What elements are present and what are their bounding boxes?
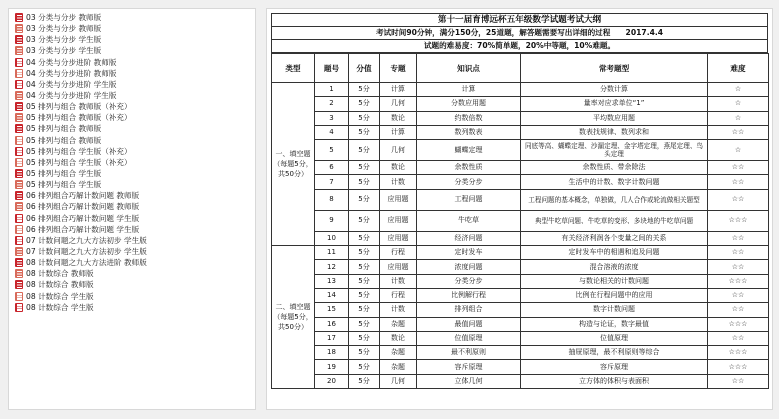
cell-point: 余数性质 (417, 161, 521, 175)
table-row (272, 346, 769, 360)
cell-topic: 行程 (380, 246, 417, 260)
cell-topic: 数论 (380, 111, 417, 125)
cell-topic: 杂题 (380, 360, 417, 374)
pdf-file-icon (15, 35, 23, 44)
table-row (272, 246, 769, 260)
file-list-item[interactable] (15, 257, 255, 268)
cell-types: 数字计数问题 (521, 303, 708, 317)
cell-types: 量率对应求单位“1” (521, 97, 708, 111)
cell-topic: 应用题 (380, 210, 417, 231)
cell-topic: 行程 (380, 288, 417, 302)
cell-num: 15 (315, 303, 349, 317)
cell-point: 定时发车 (417, 246, 521, 260)
file-list-item[interactable] (15, 246, 255, 257)
file-name: 05 排列与组合 教师版（补充） (26, 113, 132, 123)
pdf-file-icon (15, 169, 23, 178)
column-header-num: 题号 (315, 54, 349, 83)
cell-point: 分类分步 (417, 274, 521, 288)
cell-types: 定时发车中的相遇和追及问题 (521, 246, 708, 260)
cell-types: 余数性质、带余除法 (521, 161, 708, 175)
file-name: 06 排列组合巧解计数问题 学生版 (26, 213, 140, 223)
cell-num: 10 (315, 231, 349, 245)
file-list-item[interactable] (15, 68, 255, 79)
cell-point: 蝴蝶定理 (417, 140, 521, 161)
pdf-file-icon (15, 69, 23, 78)
cell-level: ☆☆ (708, 189, 769, 210)
cell-score: 5分 (349, 317, 380, 331)
cell-num: 12 (315, 260, 349, 274)
cell-types: 典型牛吃草问题、牛吃草的变形、多块地的牛吃草问题 (521, 210, 708, 231)
document-header (271, 13, 768, 53)
cell-level: ☆☆☆ (708, 274, 769, 288)
cell-score: 5分 (349, 346, 380, 360)
file-name: 08 计数综合 教师版 (26, 280, 94, 290)
cell-types: 平均数应用题 (521, 111, 708, 125)
cell-point: 约数倍数 (417, 111, 521, 125)
exam-outline-table (271, 53, 769, 389)
cell-point: 数列数表 (417, 125, 521, 139)
cell-topic: 杂题 (380, 346, 417, 360)
cell-topic: 数论 (380, 161, 417, 175)
cell-score: 5分 (349, 231, 380, 245)
cell-level: ☆☆☆ (708, 210, 769, 231)
file-name: 08 计数综合 教师版 (26, 269, 94, 279)
cell-score: 5分 (349, 260, 380, 274)
cell-topic: 计算 (380, 125, 417, 139)
table-row (272, 303, 769, 317)
file-name: 07 计数问题之九大方法初步 学生版 (26, 246, 147, 256)
pdf-file-icon (15, 269, 23, 278)
file-name: 06 排列组合巧解计数问题 教师版 (26, 202, 140, 212)
cell-num: 18 (315, 346, 349, 360)
cell-point: 经济问题 (417, 231, 521, 245)
cell-level: ☆☆ (708, 161, 769, 175)
cell-num: 8 (315, 189, 349, 210)
file-list-item[interactable] (15, 291, 255, 302)
cell-types: 数表找规律、数列求和 (521, 125, 708, 139)
pdf-file-icon (15, 13, 23, 22)
cell-score: 5分 (349, 374, 380, 388)
cell-level: ☆ (708, 97, 769, 111)
cell-level: ☆☆ (708, 125, 769, 139)
pdf-file-icon (15, 202, 23, 211)
pdf-file-icon (15, 147, 23, 156)
table-row (272, 97, 769, 111)
cell-topic: 杂题 (380, 317, 417, 331)
cell-types: 位值原理 (521, 331, 708, 345)
cell-point: 浓度问题 (417, 260, 521, 274)
cell-topic: 应用题 (380, 260, 417, 274)
file-name: 06 排列组合巧解计数问题 教师版 (26, 191, 140, 201)
table-row (272, 260, 769, 274)
cell-types: 容斥原理 (521, 360, 708, 374)
file-name: 05 排列与组合 学生版（补充） (26, 157, 132, 167)
pdf-file-icon (15, 124, 23, 133)
file-list-item[interactable] (15, 79, 255, 90)
file-name: 05 排列与组合 学生版 (26, 168, 102, 178)
cell-num: 2 (315, 97, 349, 111)
file-name: 08 计数综合 学生版 (26, 291, 94, 301)
pdf-file-icon (15, 113, 23, 122)
pdf-file-icon (15, 158, 23, 167)
cell-score: 5分 (349, 161, 380, 175)
cell-point: 容斥原理 (417, 360, 521, 374)
cell-level: ☆☆ (708, 374, 769, 388)
document-title: 第十一届育博远杯五年级数学试题考试大纲 (272, 14, 767, 27)
cell-point: 最不利原则 (417, 346, 521, 360)
table-row (272, 111, 769, 125)
cell-num: 1 (315, 83, 349, 97)
file-name: 08 计数问题之九大方法进阶 教师版 (26, 258, 147, 268)
cell-score: 5分 (349, 274, 380, 288)
table-row (272, 83, 769, 97)
document-preview (266, 8, 773, 410)
column-header-topic: 专题 (380, 54, 417, 83)
cell-score: 5分 (349, 288, 380, 302)
pdf-file-icon (15, 280, 23, 289)
cell-num: 20 (315, 374, 349, 388)
cell-score: 5分 (349, 97, 380, 111)
cell-level: ☆☆ (708, 260, 769, 274)
cell-level: ☆ (708, 83, 769, 97)
column-header-point: 知识点 (417, 54, 521, 83)
file-list-item[interactable] (15, 179, 255, 190)
table-row (272, 288, 769, 302)
file-list-item[interactable] (15, 201, 255, 212)
cell-level: ☆☆ (708, 303, 769, 317)
document-subtitle: 考试时间90分钟，满分150分，25道题，解答题需要写出详细的过程 2017.4.4 (272, 27, 767, 40)
cell-types: 分数计算 (521, 83, 708, 97)
cell-topic: 应用题 (380, 231, 417, 245)
cell-num: 17 (315, 331, 349, 345)
cell-types: 有关经济利润各个变量之间的关系 (521, 231, 708, 245)
cell-score: 5分 (349, 210, 380, 231)
file-name: 04 分类与分步进阶 教师版 (26, 68, 117, 78)
file-name: 03 分类与分步 教师版 (26, 24, 102, 34)
cell-topic: 数论 (380, 331, 417, 345)
cell-types: 构造与论证，数字最值 (521, 317, 708, 331)
column-header-score: 分值 (349, 54, 380, 83)
cell-num: 6 (315, 161, 349, 175)
cell-num: 4 (315, 125, 349, 139)
cell-types: 比例在行程问题中的应用 (521, 288, 708, 302)
file-list-item[interactable] (15, 12, 255, 23)
cell-types: 与数论相关的计数问题 (521, 274, 708, 288)
cell-level: ☆☆ (708, 331, 769, 345)
cell-num: 11 (315, 246, 349, 260)
cell-point: 牛吃草 (417, 210, 521, 231)
file-list-item[interactable] (15, 146, 255, 157)
column-header-level: 难度 (708, 54, 769, 83)
pdf-file-icon (15, 258, 23, 267)
file-name: 04 分类与分步进阶 教师版 (26, 57, 117, 67)
cell-point: 分类分步 (417, 175, 521, 189)
file-list-item[interactable] (15, 213, 255, 224)
cell-point: 立体几何 (417, 374, 521, 388)
cell-score: 5分 (349, 140, 380, 161)
file-list-item[interactable] (15, 157, 255, 168)
table-row (272, 161, 769, 175)
cell-num: 9 (315, 210, 349, 231)
file-list-item[interactable] (15, 101, 255, 112)
cell-point: 位值原理 (417, 331, 521, 345)
file-name: 08 计数综合 学生版 (26, 302, 94, 312)
pdf-file-icon (15, 136, 23, 145)
file-list-item[interactable] (15, 268, 255, 279)
cell-types: 同底等高、蝴蝶定理、沙漏定理、金字塔定理，燕尾定理、鸟头定理 (521, 140, 708, 161)
pdf-file-icon (15, 80, 23, 89)
cell-score: 5分 (349, 175, 380, 189)
file-name: 07 计数问题之九大方法初步 学生版 (26, 235, 147, 245)
pdf-file-icon (15, 303, 23, 312)
column-header-types: 常考题型 (521, 54, 708, 83)
file-name: 03 分类与分步 教师版 (26, 13, 102, 22)
cell-topic: 几何 (380, 97, 417, 111)
section-label: 二、填空题（每题5分，共50分） (272, 246, 315, 389)
cell-score: 5分 (349, 189, 380, 210)
pdf-file-icon (15, 236, 23, 245)
cell-point: 计算 (417, 83, 521, 97)
column-header-type: 类型 (272, 54, 315, 83)
file-list-item[interactable] (15, 235, 255, 246)
cell-types: 立方体的体积与表面积 (521, 374, 708, 388)
pdf-file-icon (15, 91, 23, 100)
table-row (272, 317, 769, 331)
file-list-item[interactable] (15, 57, 255, 68)
file-list-item[interactable] (15, 90, 255, 101)
cell-topic: 几何 (380, 374, 417, 388)
table-row (272, 374, 769, 388)
cell-level: ☆☆ (708, 246, 769, 260)
cell-num: 13 (315, 274, 349, 288)
file-name: 05 排列与组合 教师版 (26, 124, 102, 134)
cell-level: ☆☆☆ (708, 360, 769, 374)
cell-score: 5分 (349, 111, 380, 125)
cell-score: 5分 (349, 331, 380, 345)
file-name: 05 排列与组合 学生版 (26, 180, 102, 190)
file-name: 04 分类与分步进阶 学生版 (26, 90, 117, 100)
cell-types: 生活中的计数、数字计数问题 (521, 175, 708, 189)
table-header-row (272, 54, 769, 83)
file-name: 03 分类与分步 学生版 (26, 35, 102, 45)
cell-level: ☆ (708, 140, 769, 161)
file-name: 04 分类与分步进阶 学生版 (26, 79, 117, 89)
table-row (272, 231, 769, 245)
cell-level: ☆☆☆ (708, 317, 769, 331)
cell-level: ☆☆☆ (708, 346, 769, 360)
table-row (272, 125, 769, 139)
cell-num: 19 (315, 360, 349, 374)
cell-score: 5分 (349, 83, 380, 97)
cell-level: ☆ (708, 111, 769, 125)
pdf-file-icon (15, 58, 23, 67)
cell-point: 分数应用题 (417, 97, 521, 111)
cell-topic: 应用题 (380, 189, 417, 210)
section-label: 一、填空题（每题5分，共50分） (272, 83, 315, 246)
file-list-item[interactable] (15, 135, 255, 146)
pdf-file-icon (15, 102, 23, 111)
pdf-file-icon (15, 24, 23, 33)
file-list-item[interactable] (15, 190, 255, 201)
cell-topic: 计算 (380, 83, 417, 97)
cell-num: 5 (315, 140, 349, 161)
file-name: 06 排列组合巧解计数问题 学生版 (26, 224, 140, 234)
cell-topic: 计数 (380, 303, 417, 317)
table-row (272, 140, 769, 161)
file-list-item[interactable] (15, 302, 255, 313)
cell-point: 比例解行程 (417, 288, 521, 302)
file-list-panel[interactable] (8, 8, 256, 410)
table-row (272, 360, 769, 374)
cell-num: 14 (315, 288, 349, 302)
cell-topic: 计数 (380, 175, 417, 189)
pdf-file-icon (15, 225, 23, 234)
table-row (272, 210, 769, 231)
pdf-file-icon (15, 180, 23, 189)
cell-topic: 几何 (380, 140, 417, 161)
file-list-item[interactable] (15, 123, 255, 134)
cell-point: 排列组合 (417, 303, 521, 317)
pdf-file-icon (15, 214, 23, 223)
cell-level: ☆☆ (708, 231, 769, 245)
cell-num: 16 (315, 317, 349, 331)
pdf-file-icon (15, 247, 23, 256)
file-name: 05 排列与组合 教师版 (26, 135, 102, 145)
cell-score: 5分 (349, 303, 380, 317)
file-list-item[interactable] (15, 23, 255, 34)
table-row (272, 331, 769, 345)
cell-types: 混合溶液的浓度 (521, 260, 708, 274)
cell-point: 最值问题 (417, 317, 521, 331)
file-name: 05 排列与组合 学生版（补充） (26, 146, 132, 156)
cell-score: 5分 (349, 360, 380, 374)
cell-types: 工程问题的基本概念，单独做，几人合作或轮流做相关题型 (521, 189, 708, 210)
table-row (272, 175, 769, 189)
cell-level: ☆☆ (708, 175, 769, 189)
cell-score: 5分 (349, 246, 380, 260)
cell-score: 5分 (349, 125, 380, 139)
cell-level: ☆☆ (708, 288, 769, 302)
file-list-item[interactable] (15, 112, 255, 123)
cell-topic: 计数 (380, 274, 417, 288)
file-list-item[interactable] (15, 279, 255, 290)
difficulty-ratio: 试题的难易度：70%简单题，20%中等题，10%难题。 (272, 40, 767, 53)
file-name: 03 分类与分步 学生版 (26, 46, 102, 56)
cell-num: 7 (315, 175, 349, 189)
cell-num: 3 (315, 111, 349, 125)
file-list-item[interactable] (15, 168, 255, 179)
cell-point: 工程问题 (417, 189, 521, 210)
file-name: 05 排列与组合 教师版（补充） (26, 102, 132, 112)
file-list-item[interactable] (15, 224, 255, 235)
file-list-item[interactable] (15, 45, 255, 56)
table-row (272, 189, 769, 210)
pdf-file-icon (15, 191, 23, 200)
pdf-file-icon (15, 46, 23, 55)
file-list-item[interactable] (15, 34, 255, 45)
pdf-file-icon (15, 292, 23, 301)
table-row (272, 274, 769, 288)
cell-types: 抽屉原理，最不利原则等综合 (521, 346, 708, 360)
